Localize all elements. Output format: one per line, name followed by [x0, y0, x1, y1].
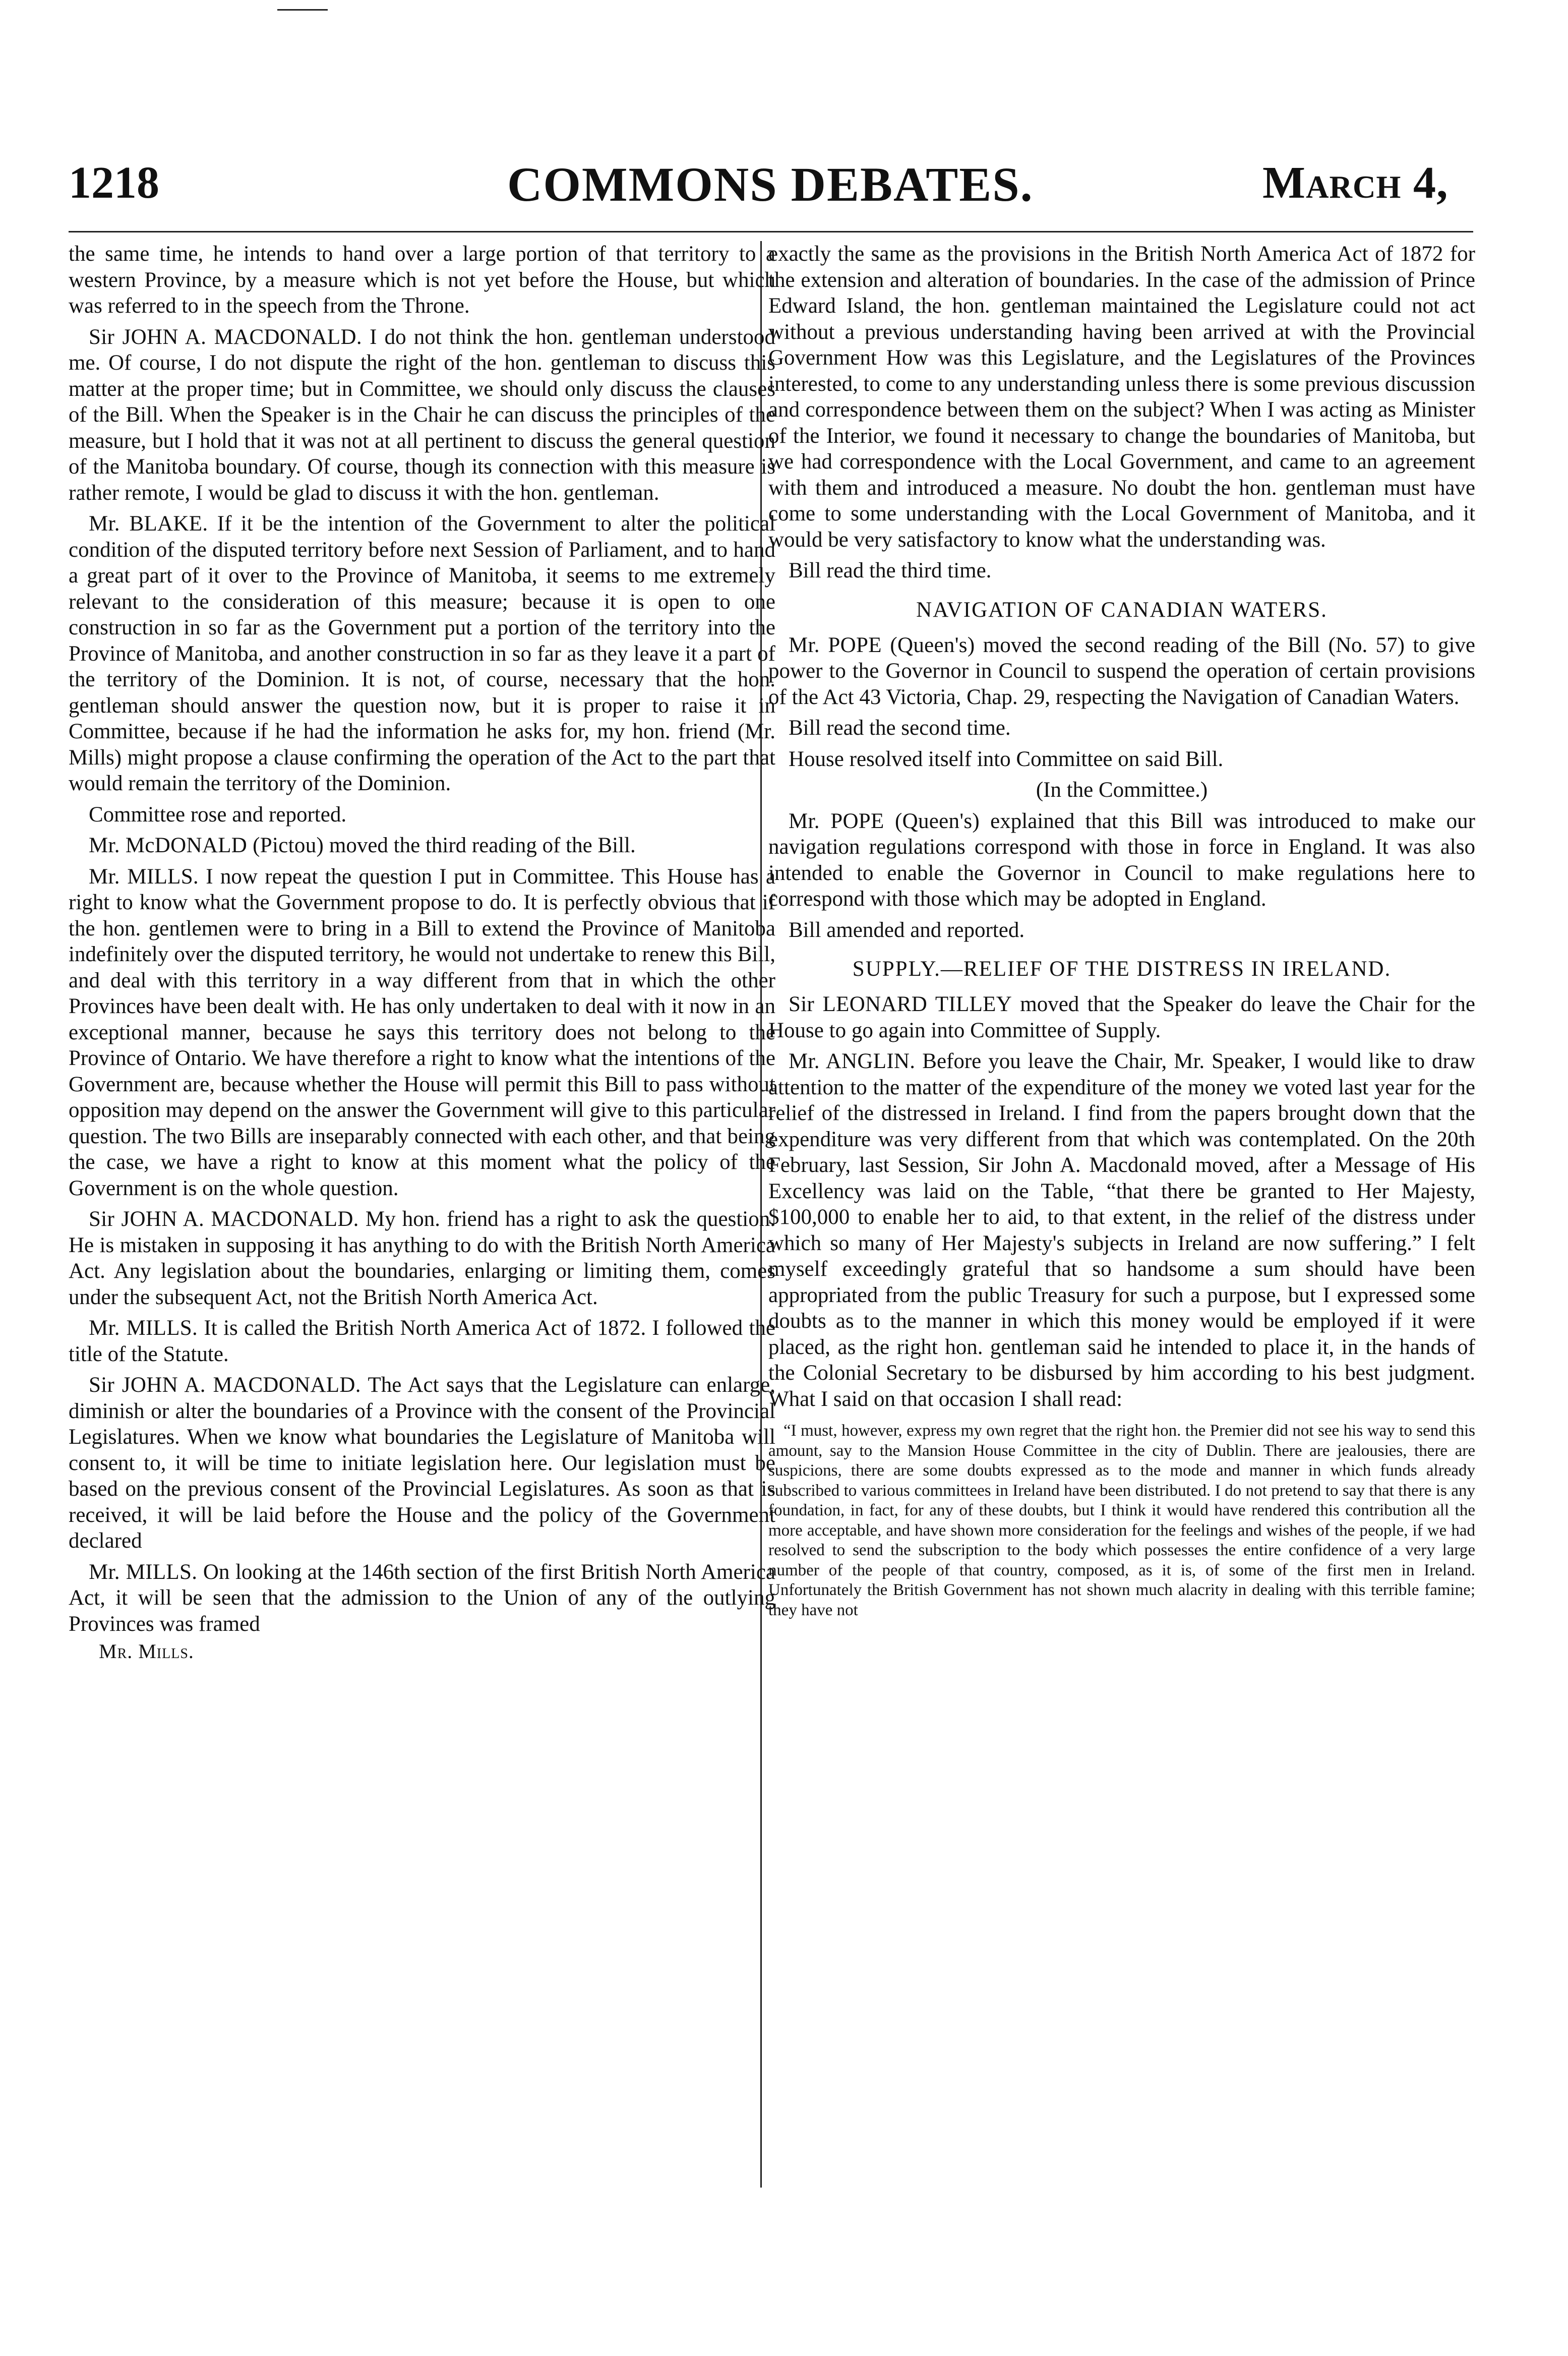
- procedural-note: Bill amended and reported.: [789, 918, 1025, 942]
- speech-paragraph: [69, 324, 775, 506]
- top-margin-rule: [277, 9, 328, 11]
- speech-paragraph: [768, 808, 1475, 912]
- speaker-name: Sir JOHN A. MACDONALD.: [89, 1207, 359, 1231]
- speech-text: On looking at the 146th section of the first British North America Act, it will be seen that the admission to the Union of any of the outlying Provinces was framed: [69, 1560, 775, 1636]
- speaker-name: Mr. ANGLIN.: [789, 1049, 916, 1073]
- procedural-note: Bill read the third time.: [789, 559, 992, 582]
- speaker-name: Sir JOHN A. MACDONALD.: [89, 1373, 361, 1397]
- speech-paragraph: [69, 833, 775, 859]
- speech-paragraph: [69, 1206, 775, 1310]
- procedural-note: House resolved itself into Committee on said Bill.: [789, 747, 1224, 771]
- procedural-note: Bill read the second time.: [789, 716, 1011, 740]
- speech-text: I do not think the hon. gentleman understood me. Of course, I do not dispute the right of the hon. gentleman to discuss this matter at the proper time; but in Committee, we should only discuss the clauses of the Bill. When the Speaker is in the Chair he can discuss the principles of the measure, but I hold that it was not at all pertinent to discuss the general question of the Manitoba boundary. Of course, though its connection with this measure is rather remote, I would be glad to discuss it with the hon. gentleman.: [69, 325, 775, 505]
- speaker-name: Sir JOHN A. MACDONALD.: [89, 325, 362, 349]
- speech-text: It is called the British North America Act of 1872. I followed the title of the Statute.: [69, 1316, 775, 1366]
- paragraph: exactly the same as the provisions in the British North America Act of 1872 for the extension and alteration of boundaries. In the case of the admission of Prince Edward Island, the hon. gentleman maintained the Legislature could not act without a previous understanding having been arrived at with the Provincial Government How was this Legislature, and the Legislatures of the Provinces interested, to come to any understanding unless there is some previous discussion and correspondence between them on the subject? When I was acting as Minister of the Interior, we found it necessary to change the boundaries of Manitoba, but we had correspondence with the Local Government, and came to an agreement with them and introduced a measure. No doubt the hon. gentleman must have come to some understanding with the Local Government of Manitoba, and it would be very satisfactory to know what the understanding was.: [768, 242, 1476, 552]
- speech-paragraph: [768, 991, 1475, 1043]
- speech-paragraph: [768, 632, 1475, 711]
- section-heading: NAVIGATION OF CANADIAN WATERS.: [916, 598, 1328, 622]
- speech-paragraph: [69, 1559, 775, 1637]
- speaker-name: Mr. MILLS.: [89, 1316, 198, 1340]
- speech-paragraph: [69, 511, 775, 797]
- speech-text: moved the second reading of the Bill (No. 57) to give power to the Governor in Council to suspend the operation of certain provisions of the Act 43 Victoria, Chap. 29, respecting the Navigation of Canadian Waters.: [768, 633, 1475, 709]
- speech-paragraph: [768, 1048, 1475, 1412]
- speaker-name: Mr. POPE (Queen's): [789, 809, 980, 833]
- speaker-name: Mr. BLAKE.: [89, 512, 208, 536]
- speech-text: moved the third reading of the Bill.: [324, 834, 636, 857]
- block-quote: “I must, however, express my own regret that the right hon. the Premier did not see his way to send this amount, say to the Mansion House Committee in the city of Dublin. There are jealousies, there are suspicions, there are some doubts expressed as to the mode and manner in which funds already subscribed to various committees in Ireland have been distributed. I do not pretend to say that there is any foundation, in fact, for any of these doubts, but I think it would have rendered this contribution all the more acceptable, and have shown more consideration for the feelings and wishes of the people, if we had resolved to send the subscription to the body which possesses the entire confidence of a very large number of the people of that country, composed, as it is, of some of the first men in Ireland. Unfortunately the British Government has not shown much alacrity in dealing with this terrible famine; they have not: [768, 1422, 1475, 1619]
- committee-note: (In the Committee.): [1036, 778, 1208, 802]
- date-label: March 4,: [1262, 158, 1449, 208]
- speech-text: explained that this Bill was introduced to make our navigation regulations correspond with those in force in England. It was also intended to enable the Governor in Council to make regulations here to correspond with those which may be adopted in England.: [768, 809, 1476, 911]
- speech-text: moved that the Speaker do leave the Chair for the House to go again into Committee of Supply.: [768, 992, 1475, 1042]
- paragraph: the same time, he intends to hand over a large portion of that territory to a western Province, by a measure which is not yet before the House, but which was referred to in the speech from the Throne.: [69, 242, 775, 318]
- page-number: 1218: [69, 158, 159, 208]
- speech-text: I now repeat the question I put in Committee. This House has a right to know what the Government propose to do. It is perfectly obvious that if the hon. gentlemen were to bring in a Bill to extend the Province of Manitoba indefinitely over the disputed territory, he would not undertake to renew this Bill, and deal with this territory in a way different from that in which the other Provinces have been dealt with. He has only undertaken to deal with it now in an exceptional manner, because he says this territory does not belong to the Province of Ontario. We have therefore a right to know what the intentions of the Government are, because whether the House will permit this Bill to pass without opposition may depend on the answer the Government will give to this particular question. The two Bills are inseparably connected with each other, and that being the case, we have a right to know at this moment what the policy of the Government is on the whole question.: [69, 864, 775, 1200]
- speaker-name: Mr. MILLS.: [89, 864, 199, 889]
- header-rule: [69, 231, 1473, 232]
- speaker-name: Mr. POPE (Queen's): [789, 633, 975, 657]
- speech-text: My hon. friend has a right to ask the question. He is mistaken in supposing it has anything to do with the British North America Act. Any legislation about the boundaries, enlarging or limiting them, comes under the subsequent Act, not the British North America Act.: [69, 1207, 775, 1309]
- running-title: COMMONS DEBATES.: [507, 157, 1034, 211]
- speaker-name: Sir LEONARD TILLEY: [789, 992, 1012, 1016]
- speech-paragraph: [69, 1372, 775, 1554]
- speaker-name: Mr. McDONALD (Pictou): [89, 834, 324, 857]
- section-heading: SUPPLY.—RELIEF OF THE DISTRESS IN IRELAND.: [852, 957, 1392, 981]
- speech-text: Before you leave the Chair, Mr. Speaker, I would like to draw attention to the matter of the expenditure of the money we voted last year for the relief of the distressed in Ireland. I find from the papers brought down that the expenditure was very different from that which was contemplated. On the 20th February, last Session, Sir John A. Macdonald moved, after a Message of His Excellency was laid on the Table, “that there be granted to Her Majesty, $100,000 to enable her to aid, to that extent, in the relief of the distress under which so many of Her Majesty's subjects in Ireland are now suffering.” I felt myself exceedingly grateful that so handsome a sum should have been appropriated from the public Treasury for such a purpose, but I expressed some doubts as to the manner in which this money would be employed if it were placed, as the right hon. gentleman said he intended to place it, in the hands of the Colonial Secretary to be disbursed by him according to his best judgment. What I said on that occasion I shall read:: [768, 1049, 1475, 1411]
- catchword: Mr. Mills.: [99, 1640, 194, 1663]
- speaker-name: Mr. MILLS.: [89, 1560, 198, 1584]
- procedural-note: Committee rose and reported.: [89, 802, 347, 827]
- speech-text: The Act says that the Legislature can enlarge, diminish or alter the boundaries of a Province with the consent of the Provincial Legislatures. When we know what boundaries the Legislature of Manitoba will consent to, it will be time to initiate legislation here. Our legislation must be based on the previous consent of the Provincial Legislatures. As soon as that is received, it will be laid before the House and the policy of the Government declared: [69, 1373, 775, 1553]
- speech-text: If it be the intention of the Government to alter the political condition of the disputed territory before next Session of Parliament, and to hand a great part of it over to the Province of Manitoba, it seems to me extremely relevant to the consideration of this measure; because it is open to one construction in so far as the Government put a portion of the territory into the Province of Manitoba, and another construction in so far as they leave it a part of the territory of the Dominion. It is not, of course, necessary that the hon. gentleman should answer the question now, but it is proper to raise it in Committee, because if he had the information he asks for, my hon. friend (Mr. Mills) might propose a clause confirming the operation of the Act to the part that would remain the territory of the Dominion.: [69, 512, 775, 795]
- left-column: [69, 241, 775, 1664]
- speech-paragraph: [69, 864, 775, 1202]
- speech-paragraph: [69, 1315, 775, 1367]
- right-column: [768, 241, 1475, 1620]
